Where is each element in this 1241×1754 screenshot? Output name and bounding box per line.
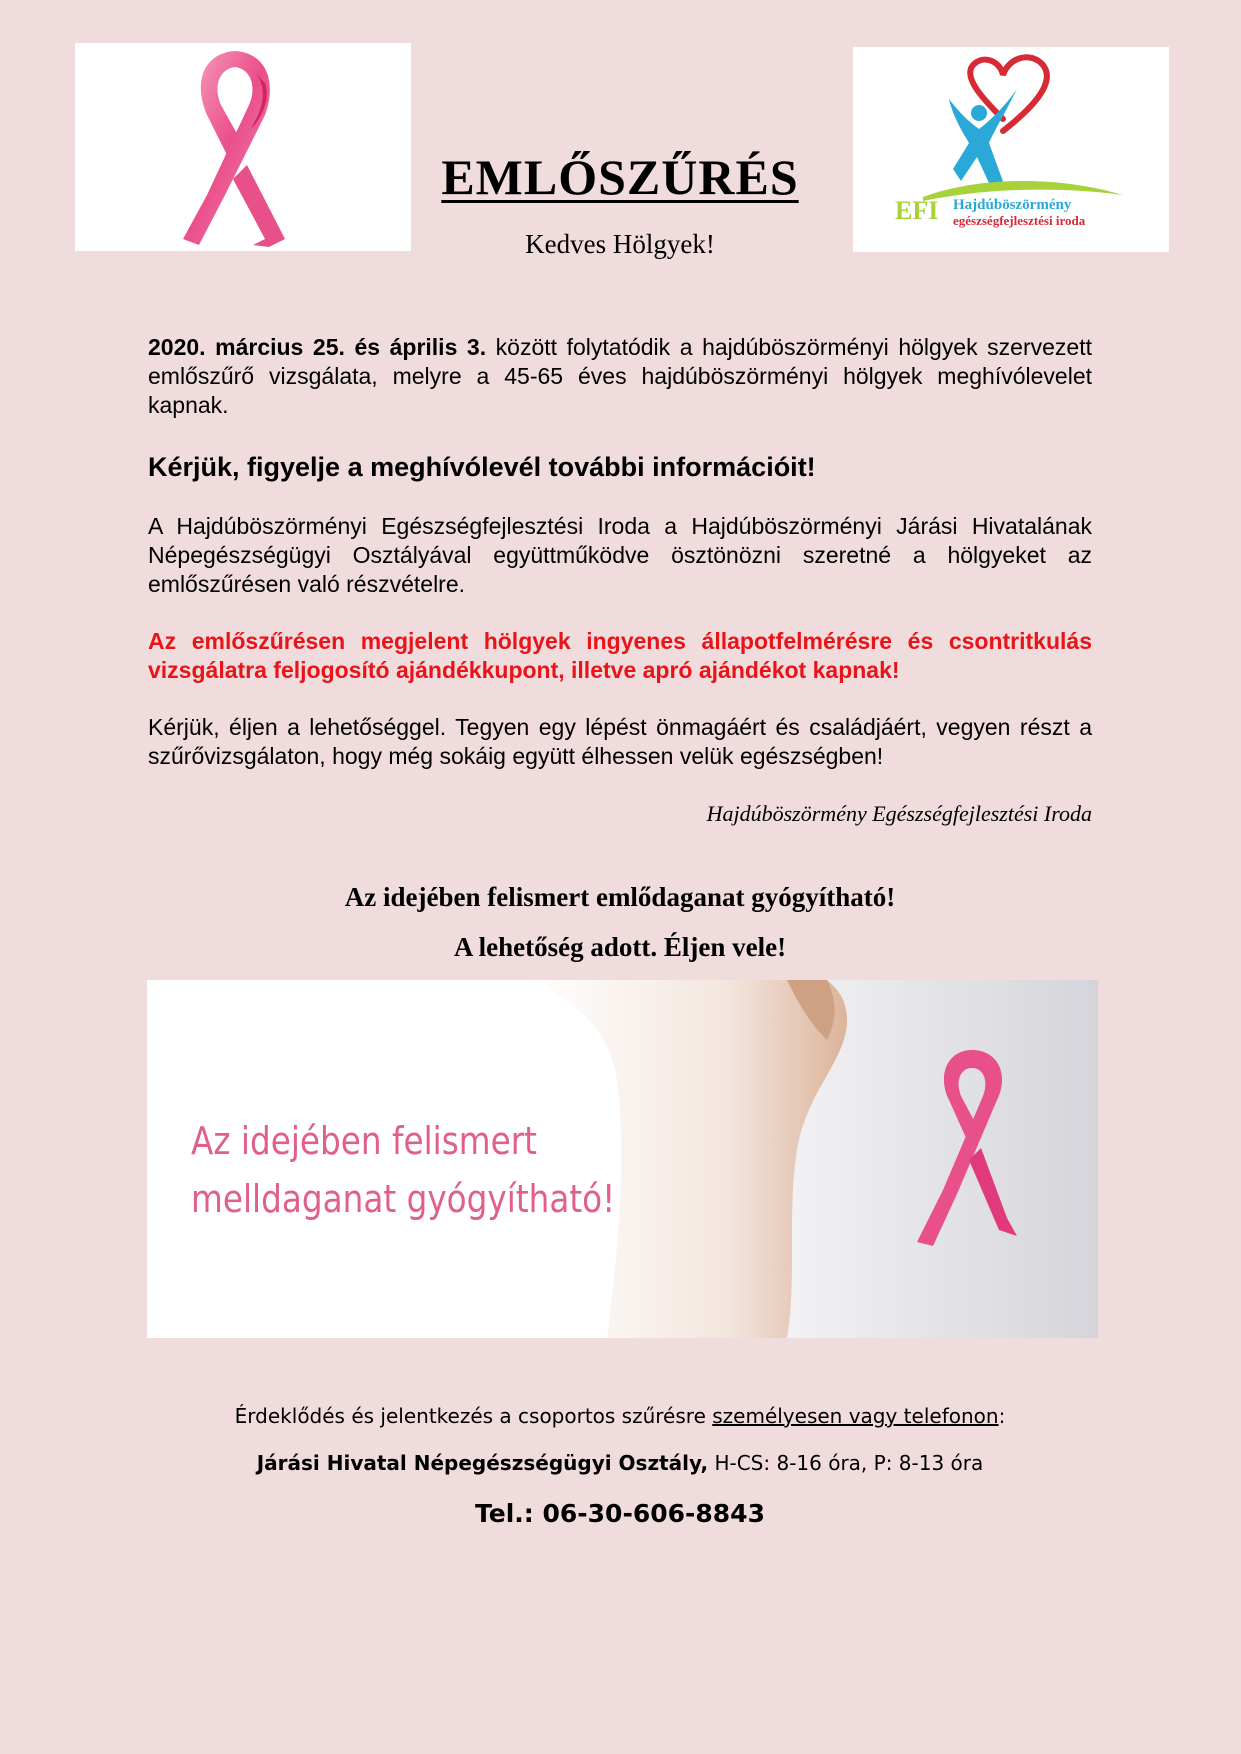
banner-line-1: Az idejében felismert: [191, 1119, 537, 1163]
slogan-line-1: Az idejében felismert emlődaganat gyógyítható!: [344, 882, 896, 912]
banner-line-2: melldaganat gyógyítható!: [191, 1177, 616, 1221]
awareness-banner-image: [147, 980, 1098, 1338]
cooperation-paragraph: A Hajdúböszörményi Egészségfejlesztési Iroda a Hajdúböszörményi Járási Hivatalának Népegészségügyi Osztályával együttműködve ösztönözni szeretné a hölgyeket az emlőszűrésen való részvételre.: [148, 513, 1092, 597]
logo-line2: egészségfejlesztési iroda: [953, 213, 1086, 228]
greeting: Kedves Hölgyek!: [525, 229, 715, 259]
contact-intro: [120, 1404, 1120, 1428]
phone-number: Tel.: 06-30-606-8843: [475, 1499, 765, 1528]
office-hours: H-CS: 8-16 óra, P: 8-13 óra: [708, 1451, 984, 1475]
contact-method: személyesen vagy telefonon: [712, 1404, 999, 1428]
logo-letters: EFI: [895, 196, 939, 225]
screening-dates-paragraph: [148, 333, 1092, 420]
signature: Hajdúböszörmény Egészségfejlesztési Iroda: [706, 801, 1092, 826]
page-title: EMLŐSZŰRÉS: [441, 149, 799, 205]
pink-ribbon-image: [75, 43, 411, 251]
screening-dates: 2020. március 25. és április 3.: [148, 334, 487, 360]
contact-intro-text: Érdeklődés és jelentkezés a csoportos szűrésre: [234, 1404, 713, 1428]
encouragement-paragraph: Kérjük, éljen a lehetőséggel. Tegyen egy lépést önmagáért és családjáért, vegyen részt a szűrővizsgálaton, hogy még sokáig együtt élhessen velük egészségben!: [148, 714, 1092, 769]
office-info: [120, 1451, 1120, 1475]
contact-intro-end: :: [998, 1404, 1006, 1428]
banner-text: [191, 1112, 621, 1228]
office-name: Járási Hivatal Népegészségügyi Osztály,: [256, 1451, 709, 1475]
heart-person-logo-icon: [853, 47, 1169, 252]
gift-voucher-notice: Az emlőszűrésen megjelent hölgyek ingyenes állapotfelmérésre és csontritkulás vizsgálatra feljogosító ajándékkupont, illetve apró ajándékot kapnak!: [148, 628, 1092, 683]
logo-line1: Hajdúböszörmény: [953, 197, 1072, 213]
ribbon-icon: [75, 43, 411, 251]
slogan-line-2: A lehetőség adott. Éljen vele!: [453, 932, 787, 962]
efi-logo: [853, 47, 1169, 252]
screening-dates-text: között folytatódik a hajdúböszörményi hölgyek szervezett emlőszűrő vizsgálata, melyre a 45-65 éves hajdúböszörményi hölgyek meghívólevelet kapnak.: [148, 334, 1092, 418]
invitation-notice: Kérjük, figyelje a meghívólevél további információit!: [148, 452, 816, 482]
